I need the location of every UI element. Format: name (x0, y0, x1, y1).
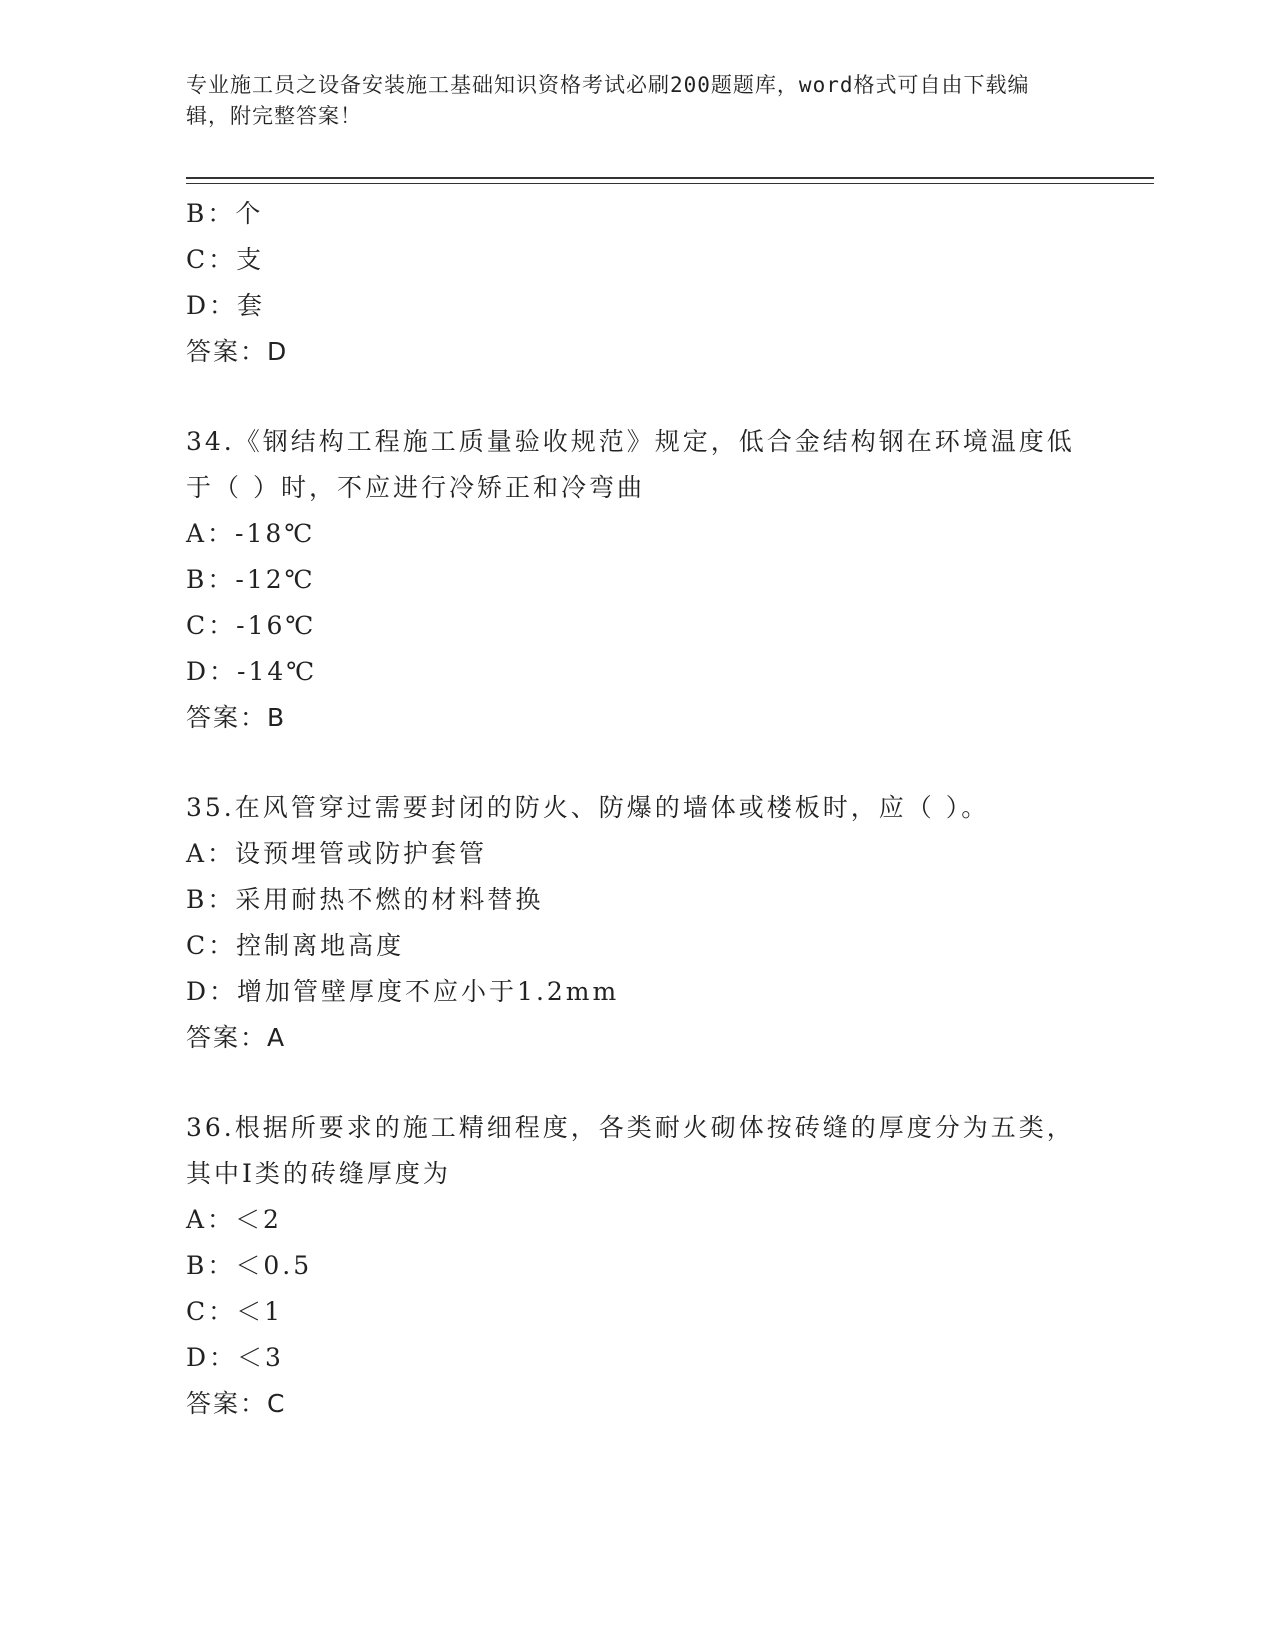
question-34 (186, 419, 1086, 741)
answer: 答案：B (186, 703, 287, 732)
option-b: B：-12℃ (186, 565, 316, 594)
option-d: D：-14℃ (186, 657, 318, 686)
option-c: C：支 (186, 245, 265, 274)
option-b: B：采用耐热不燃的材料替换 (186, 885, 544, 914)
question-stem: 34.《钢结构工程施工质量验收规范》规定，低合金结构钢在环境温度低于（ ）时，不应进行冷矫正和冷弯曲 (186, 427, 1075, 502)
option-d: D：套 (186, 291, 266, 320)
option-a: A：设预埋管或防护套管 (186, 839, 488, 868)
question-list (186, 191, 1086, 1427)
option-b: B：个 (186, 199, 264, 228)
option-c: C：-16℃ (186, 611, 317, 640)
option-d: D：＜3 (186, 1343, 284, 1372)
option-b: B：＜0.5 (186, 1251, 313, 1280)
question-stem: 35.在风管穿过需要封闭的防火、防爆的墙体或楼板时，应（ ）。 (186, 793, 990, 822)
option-a: A：＜2 (186, 1205, 282, 1234)
option-c: C：控制离地高度 (186, 931, 405, 960)
answer: 答案：D (186, 337, 289, 366)
option-d: D：增加管壁厚度不应小于1.2mm (186, 977, 620, 1006)
question-stem: 36.根据所要求的施工精细程度，各类耐火砌体按砖缝的厚度分为五类，其中I类的砖缝厚度为 (186, 1113, 1075, 1188)
answer: 答案：A (186, 1023, 287, 1052)
answer: 答案：C (186, 1389, 287, 1418)
question-36 (186, 1105, 1086, 1427)
header-divider (186, 177, 1154, 179)
option-c: C：＜1 (186, 1297, 284, 1326)
question-33-partial (186, 191, 1086, 375)
option-a: A：-18℃ (186, 519, 316, 548)
question-35 (186, 785, 1086, 1061)
document-header: 专业施工员之设备安装施工基础知识资格考试必刷200题题库，word格式可自由下载编辑，附完整答案！ (186, 73, 1030, 128)
header-divider-thin (186, 183, 1154, 184)
